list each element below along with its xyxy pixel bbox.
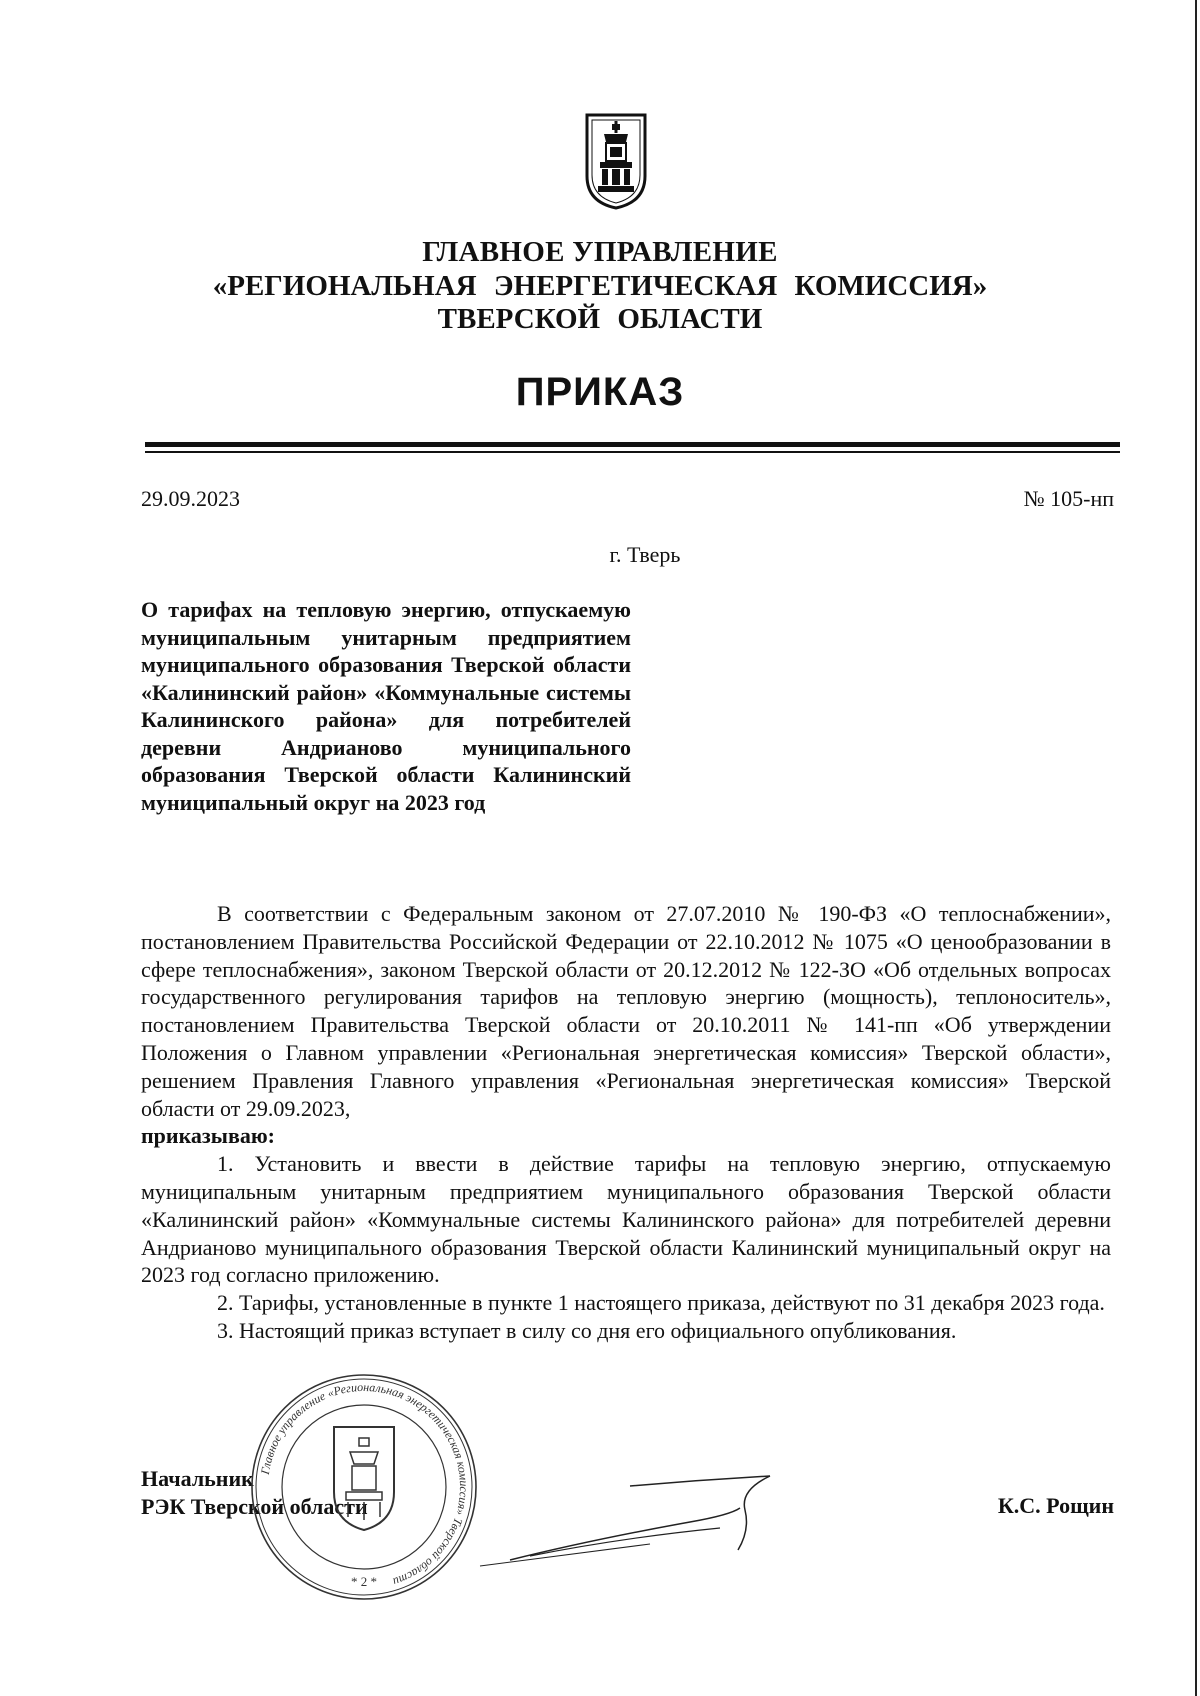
order-item-3: 3. Настоящий приказ вступает в силу со дня его официального опубликования. xyxy=(217,1317,957,1343)
agency-name-line1: ГЛАВНОЕ УПРАВЛЕНИЕ xyxy=(422,236,778,268)
document-type-title: ПРИКАЗ xyxy=(515,370,685,414)
document-city: г. Тверь xyxy=(609,542,681,567)
official-seal-icon xyxy=(244,1372,484,1602)
order-item-1: 1. Установить и ввести в действие тарифы на тепловую энергию, отпускаемую муниципальным унитарным предприятием муниципального образования Тверской области «Калининский район» «Коммунальные системы Калининского района» для потребителей деревни Андрианово муниципального образования Тверской области Калининский муниципальный округ на 2023 год согласно приложению. xyxy=(141,1151,1111,1288)
preamble-paragraph: В соответствии с Федеральным законом от 27.07.2010 № 190-ФЗ «О теплоснабжении», постановлением Правительства Российской Федерации от 22.10.2012 № 1075 «О ценообразовании в сфере теплоснабжения», законом Тверской области от 20.12.2012 № 122-ЗО «Об отдельных вопросах государственного регулирования тарифов на тепловую энергию (мощность), теплоноситель», постановлением Правительства Тверской области от 20.10.2011 № 141-пп «Об утверждении Положения о Главном управлении «Региональная энергетическая комиссия» Тверской области», решением Правления Главного управления «Региональная энергетическая комиссия» Тверской области от 29.09.2023, xyxy=(141,901,1111,1121)
agency-name-line3: ТВЕРСКОЙ ОБЛАСТИ xyxy=(437,303,763,335)
svg-text:Главное управление «Региональн: Главное управление «Региональная энергетическая комиссия» Тверской области xyxy=(257,1379,472,1590)
document-date: 29.09.2023 xyxy=(141,486,240,511)
header-divider-thin xyxy=(145,451,1120,453)
handwritten-signature-icon xyxy=(470,1460,850,1570)
order-item-2: 2. Тарифы, установленные в пункте 1 настоящего приказа, действуют по 31 декабря 2023 года. xyxy=(217,1290,1105,1316)
document-body xyxy=(141,900,1111,1345)
signatory-position-line1: Начальник xyxy=(141,1466,254,1491)
agency-name-line2: «РЕГИОНАЛЬНАЯ ЭНЕРГЕТИЧЕСКАЯ КОМИССИЯ» xyxy=(212,270,988,302)
header-divider-thick xyxy=(145,442,1120,447)
signatory-name: К.С. Рощин xyxy=(997,1493,1114,1518)
order-word: приказываю: xyxy=(141,1123,275,1149)
svg-text:* 2 *: * 2 * xyxy=(351,1574,377,1589)
document-subject: О тарифах на тепловую энергию, отпускаемую муниципальным унитарным предприятием муниципального образования Тверской области «Калининский район» «Коммунальные системы Калининского района» для потребителей деревни Андрианово муниципального образования Тверской области Калининский муниципальный округ на 2023 год xyxy=(141,597,631,815)
signatory-position-line2: РЭК Тверской области xyxy=(141,1494,368,1519)
document-number: № 105-нп xyxy=(1023,486,1114,511)
tver-coat-of-arms-icon xyxy=(584,112,648,210)
